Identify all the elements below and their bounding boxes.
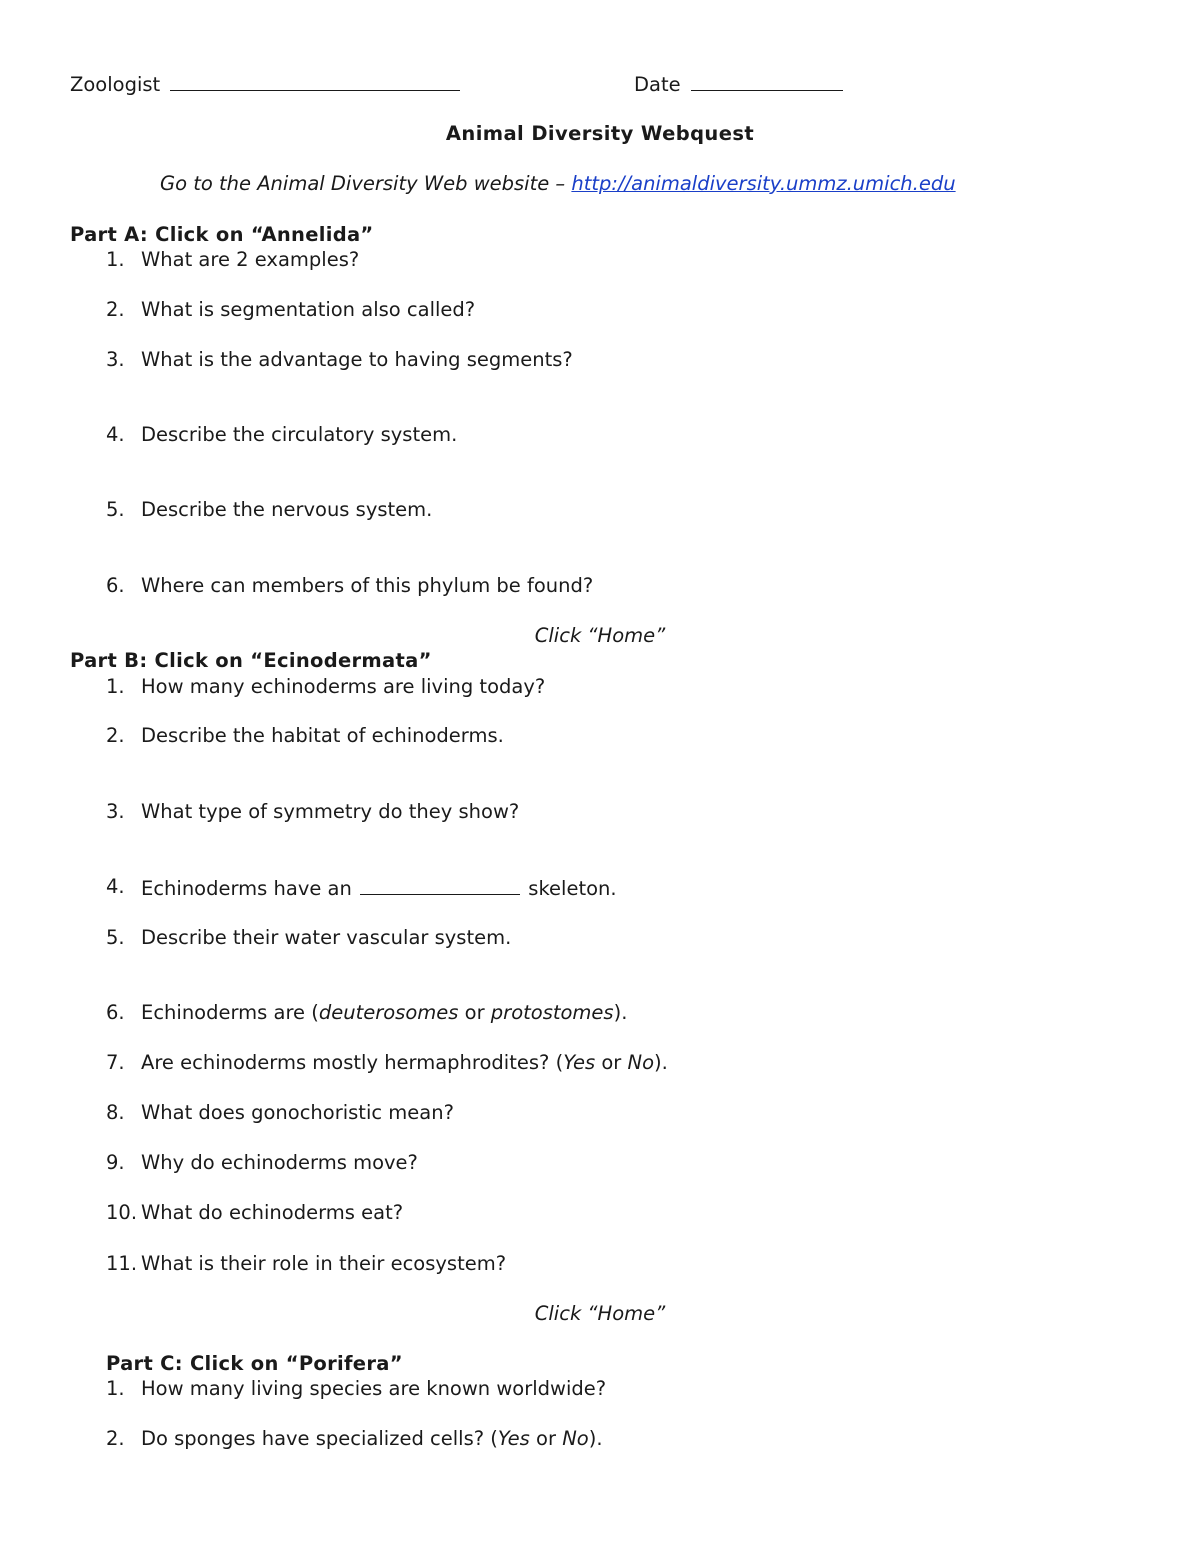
question-number: 8. (106, 1101, 125, 1124)
question-number: 4. (106, 875, 125, 898)
question-number: 5. (106, 498, 125, 521)
question-number: 4. (106, 423, 125, 446)
question-text: What does gonochoristic mean? (141, 1101, 454, 1124)
question-text: Describe the habitat of echinoderms. (141, 724, 504, 747)
skeleton-blank-field[interactable] (360, 877, 520, 895)
question-text-post: skeleton. (528, 877, 617, 900)
question-text (141, 1053, 668, 1073)
click-home-a: Click “Home” (534, 624, 666, 647)
option-yes: Yes (563, 1051, 596, 1074)
question-text-post: ). (654, 1051, 668, 1074)
question-text-pre: Do sponges have specialized cells? ( (141, 1427, 498, 1450)
option-protostomes: protostomes (490, 1001, 614, 1024)
question-number: 5. (106, 926, 125, 949)
date-line (634, 73, 843, 95)
question-number: 7. (106, 1051, 125, 1074)
option-separator: or (529, 1427, 563, 1450)
date-label: Date (634, 73, 681, 96)
question-number: 10. (106, 1201, 138, 1224)
question-text: How many echinoderms are living today? (141, 675, 546, 698)
question-text: Why do echinoderms move? (141, 1151, 418, 1174)
intro-text: Go to the Animal Diversity Web website – (160, 172, 572, 195)
question-number: 9. (106, 1151, 125, 1174)
click-home-b: Click “Home” (534, 1302, 666, 1325)
question-text-pre: Echinoderms are ( (141, 1001, 319, 1024)
question-text: What is the advantage to having segments? (141, 348, 573, 371)
question-text (141, 1429, 603, 1449)
question-text-post: ). (613, 1001, 628, 1024)
question-number: 6. (106, 1001, 125, 1024)
option-no: No (627, 1051, 655, 1074)
question-number: 2. (106, 724, 125, 747)
question-text: Describe the nervous system. (141, 498, 433, 521)
option-no: No (562, 1427, 589, 1450)
website-link[interactable]: http://animaldiversity.ummz.umich.edu (571, 172, 956, 195)
zoologist-line (70, 73, 460, 95)
question-number: 3. (106, 800, 125, 823)
question-text: What do echinoderms eat? (141, 1201, 404, 1224)
question-text (141, 1003, 627, 1023)
zoologist-label: Zoologist (70, 73, 161, 96)
part-a-heading: Part A: Click on “Annelida” (70, 223, 374, 246)
question-number: 1. (106, 675, 125, 698)
part-b-heading: Part B: Click on “Ecinodermata” (70, 649, 432, 672)
question-text-pre: Are echinoderms mostly hermaphrodites? ( (141, 1051, 564, 1074)
option-yes: Yes (497, 1427, 530, 1450)
question-number: 6. (106, 574, 125, 597)
question-number: 3. (106, 348, 125, 371)
question-number: 2. (106, 1427, 125, 1450)
question-text (141, 877, 617, 899)
question-number: 1. (106, 248, 125, 271)
page-title: Animal Diversity Webquest (445, 122, 755, 145)
intro-line (160, 174, 956, 194)
date-field[interactable] (691, 73, 843, 91)
question-number: 1. (106, 1377, 125, 1400)
question-text: What is their role in their ecosystem? (141, 1252, 507, 1275)
option-separator: or (595, 1051, 628, 1074)
question-text: What is segmentation also called? (141, 298, 476, 321)
question-number: 11. (106, 1252, 138, 1275)
question-number: 2. (106, 298, 125, 321)
question-text: Describe their water vascular system. (141, 926, 512, 949)
option-deuterosomes: deuterosomes (318, 1001, 459, 1024)
question-text: Describe the circulatory system. (141, 423, 458, 446)
zoologist-name-field[interactable] (170, 73, 460, 91)
question-text: Where can members of this phylum be found? (141, 574, 594, 597)
question-text: What type of symmetry do they show? (141, 800, 520, 823)
part-c-heading: Part C: Click on “Porifera” (106, 1352, 403, 1375)
question-text-pre: Echinoderms have an (141, 877, 352, 900)
question-text-post: ). (588, 1427, 603, 1450)
option-separator: or (458, 1001, 491, 1024)
question-text: How many living species are known worldwide? (141, 1377, 607, 1400)
question-text: What are 2 examples? (141, 248, 360, 271)
